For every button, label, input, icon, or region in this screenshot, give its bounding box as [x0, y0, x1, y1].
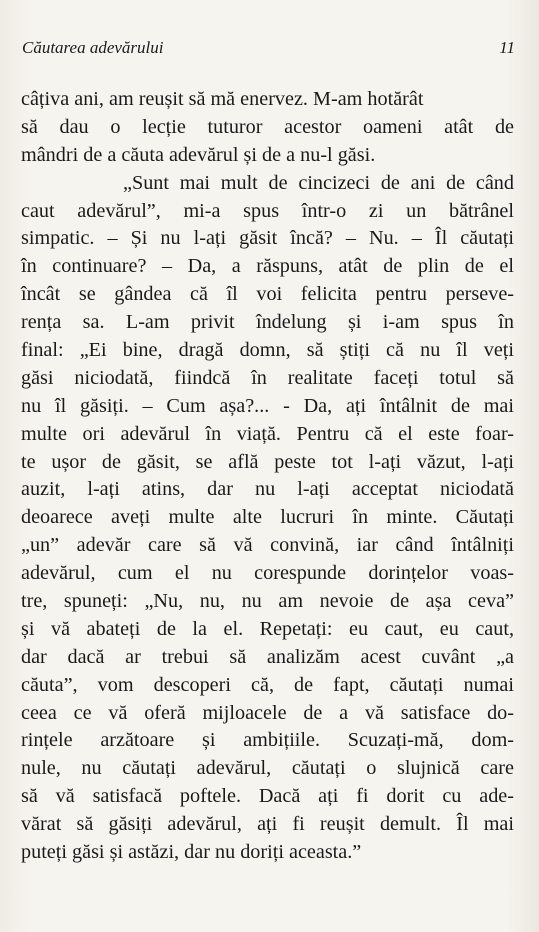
- text-line: tre, spuneți: „Nu, nu, nu am nevoie de așa ceva”: [21, 590, 514, 613]
- text-line: găsi niciodată, fiindcă în realitate faceți totul să: [21, 366, 514, 389]
- text-line: puteți găsi și astăzi, dar nu doriți aceasta.”: [21, 841, 362, 864]
- text-line: auzit, l-ați atins, dar nu l-ați acceptat niciodată: [21, 478, 514, 501]
- text-line: mândri de a căuta adevărul și de a nu-l găsi.: [21, 143, 376, 166]
- text-line: să vă satisfacă poftele. Dacă ați fi dorit cu ade-: [21, 785, 514, 808]
- text-line: „un” adevăr care să vă convină, iar când întâlniți: [21, 534, 514, 557]
- text-line: caut adevărul”, mi-a spus într-o zi un bătrânel: [21, 199, 514, 222]
- text-line: și vă abateți de la el. Repetați: eu caut, eu caut,: [21, 617, 514, 640]
- text-line: multe ori adevărul în viață. Pentru că el este foar-: [21, 422, 514, 445]
- text-line: dar dacă ar trebui să analizăm acest cuvânt „a: [21, 645, 514, 668]
- text-line: final: „Ei bine, dragă domn, să știți că nu îl veți: [21, 339, 514, 362]
- text-line: câțiva ani, am reușit să mă enervez. M-am hotărât: [21, 88, 424, 110]
- running-head-title: Căutarea adevărului: [22, 38, 164, 57]
- running-head: [22, 38, 515, 62]
- text-line: nule, nu căutați adevărul, căutați o slujnică care: [21, 757, 514, 780]
- text-line: deoarece aveți multe alte lucruri în minte. Căutați: [21, 506, 514, 529]
- text-line: „Sunt mai mult de cincizeci de ani de când: [123, 171, 514, 194]
- text-line: rența sa. L-am privit îndelung și i-am spus în: [21, 311, 514, 334]
- body-text: [21, 86, 514, 867]
- text-line: simpatic. – Și nu l-ați găsit încă? – Nu. – Îl căutați: [21, 227, 514, 250]
- text-line: ceea ce vă oferă mijloacele de a vă satisface do-: [21, 701, 514, 724]
- text-line: nu îl găsiți. – Cum așa?... - Da, ați întâlnit de mai: [21, 394, 514, 417]
- page-number: 11: [499, 38, 515, 57]
- text-line: te ușor de găsit, se află peste tot l-ați văzut, l-ați: [21, 450, 514, 473]
- text-line: în continuare? – Da, a răspuns, atât de plin de el: [21, 255, 514, 278]
- text-line: încât se gândea că îl voi felicita pentru perseve-: [21, 283, 514, 306]
- text-line: adevărul, cum el nu corespunde dorințelor voas-: [21, 562, 514, 585]
- text-line: vărat să găsiți adevărul, ați fi reușit demult. Îl mai: [21, 813, 514, 836]
- text-line: să dau o lecție tuturor acestor oameni atât de: [21, 115, 514, 138]
- text-line: căuta”, vom descoperi că, de fapt, căutați numai: [21, 673, 514, 696]
- text-line: rințele arzătoare și ambițiile. Scuzați-mă, dom-: [21, 729, 514, 752]
